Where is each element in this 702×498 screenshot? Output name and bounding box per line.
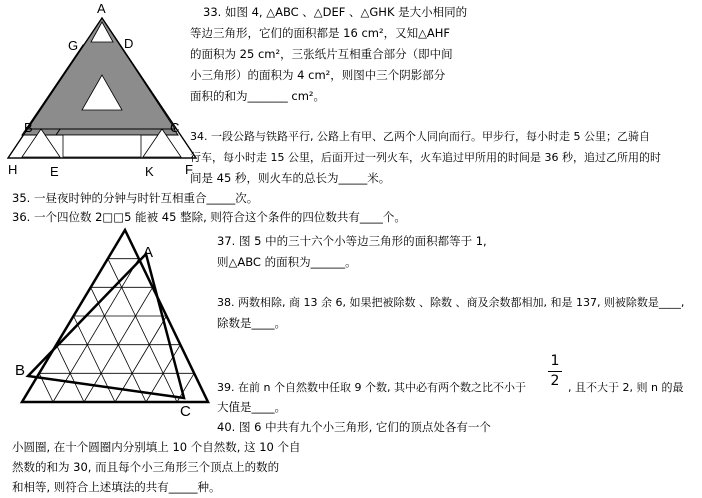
fig5-grid-line bbox=[74, 316, 116, 402]
fig4-label-h: H bbox=[8, 162, 18, 177]
figure-4 bbox=[0, 0, 200, 182]
q38-line1: 38. 两数相除, 商 13 余 6, 如果把被除数 、除数 、商及余数都相加, 和是 137, 则被除数是____, bbox=[217, 296, 685, 309]
q37-line2: 则△ABC 的面积为______。 bbox=[217, 255, 357, 269]
fig4-label-a: A bbox=[97, 1, 106, 16]
q39-frac-num: 1 bbox=[550, 353, 560, 369]
fig4-label-g: G bbox=[68, 38, 79, 53]
q35-text: 35. 一昼夜时钟的分钟与时针互相重合_____次。 bbox=[12, 191, 259, 205]
q40-line3: 然数的和为 30, 而且每个小三角形三个顶点上的数的 bbox=[12, 460, 280, 474]
fig5-label-b: B bbox=[15, 362, 26, 379]
fig4-label-b: B bbox=[24, 120, 33, 135]
q40-line2: 小圆圈, 在十个圆圈内分别填上 10 个自然数, 这 10 个自 bbox=[12, 440, 301, 454]
q33-line4: 小三角形）的面积为 4 cm²，则图中三个阴影部分 bbox=[190, 68, 446, 82]
q33-line2: 等边三角形，它们的面积都是 16 cm²，又知△AHF bbox=[190, 26, 451, 40]
fig4-label-k: K bbox=[145, 164, 154, 179]
fig4-white-bottom bbox=[63, 135, 141, 157]
q39-line1-post: , 且不大于 2, 则 n 的最 bbox=[568, 381, 684, 394]
fig4-label-c: C bbox=[170, 120, 180, 135]
q34-line1: 34. 一段公路与铁路平行, 公路上有甲、乙两个人同向而行。甲步行，每小时走 5 公里；乙骑自 bbox=[190, 130, 650, 143]
q37-line1: 37. 图 5 中的三十六个小等边三角形的面积都等于 1, bbox=[217, 234, 487, 248]
q33-line1: 33. 如图 4, △ABC 、△DEF 、△GHK 是大小相同的 bbox=[203, 5, 468, 19]
q38-line2: 除数是____。 bbox=[217, 316, 286, 330]
fig5-label-a: A bbox=[143, 244, 154, 261]
q34-line3: 间是 45 秒，则火车的总长为_____米。 bbox=[190, 171, 391, 185]
q33-line3: 的面积为 25 cm²，三张纸片互相重合部分（即中间 bbox=[190, 47, 453, 61]
fig4-label-f: F bbox=[185, 162, 193, 177]
fig4-label-e: E bbox=[50, 164, 59, 179]
q39-line1-pre: 39. 在前 n 个自然数中任取 9 个数, 其中必有两个数之比不小于 bbox=[217, 381, 526, 394]
q39-line2: 大值是____。 bbox=[217, 400, 286, 414]
q40-line1: 40. 图 6 中共有九个小三角形, 它们的顶点处各有一个 bbox=[217, 420, 491, 434]
fig5-label-c: C bbox=[180, 403, 191, 420]
fig4-label-d: D bbox=[124, 36, 134, 51]
q33-line5: 面积的和为_______ cm²。 bbox=[190, 89, 326, 103]
q36-text: 36. 一个四位数 2□□5 能被 45 整除, 则符合这个条件的四位数共有____个。 bbox=[12, 210, 406, 224]
figure-5 bbox=[0, 220, 215, 420]
q40-line4: 和相等, 则符合上述填法的共有_____种。 bbox=[12, 480, 221, 494]
q34-line2: 行车，每小时走 15 公里，后面开过一列火车，火车追过甲所用的时间是 36 秒，追过乙所用的时 bbox=[190, 151, 661, 164]
q39-fraction bbox=[548, 353, 562, 390]
q39-frac-den: 2 bbox=[550, 373, 560, 389]
